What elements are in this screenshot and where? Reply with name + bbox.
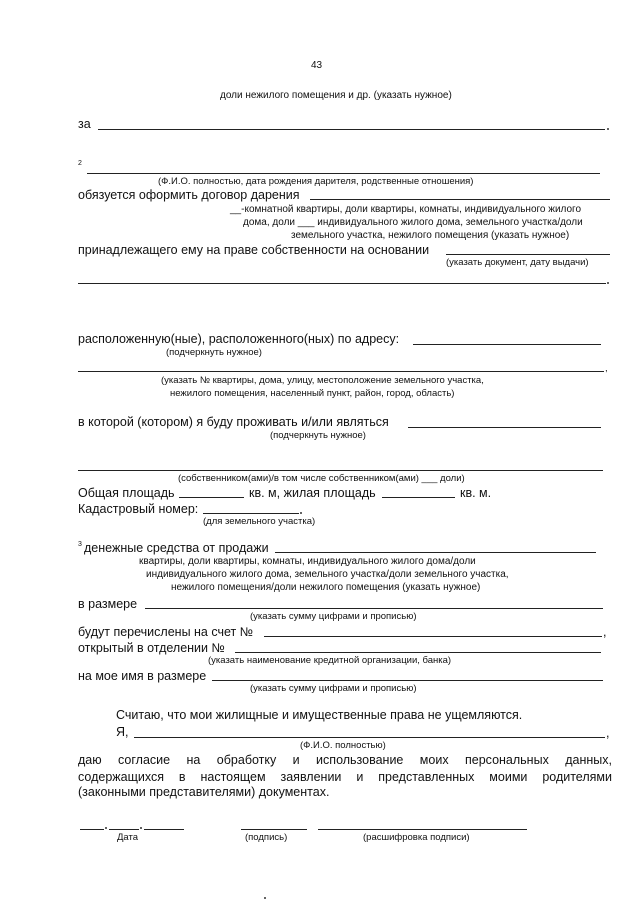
ownership-text: принадлежащего ему на праве собственности на основании	[78, 243, 430, 257]
consent-line-3: (законными представителями) документах.	[78, 785, 330, 799]
address-field-line-2	[78, 371, 604, 372]
residence-field-line	[408, 427, 601, 428]
opened-text: открытый в отделении №	[78, 641, 225, 655]
za-label: за	[78, 117, 91, 131]
area-unit-1: кв. м, жилая площадь	[249, 486, 376, 500]
top-line: доли нежилого помещения и др. (указать нужное)	[220, 90, 452, 101]
area-unit-2: кв. м.	[460, 486, 492, 500]
in-amount-field-line	[145, 608, 603, 609]
hint-fio-full: (Ф.И.О. полностью)	[300, 740, 386, 751]
transfer-text: будут перечислены на счет №	[78, 625, 254, 639]
address-comma: ,	[605, 363, 608, 374]
money-field-line	[275, 552, 596, 553]
za-field-line	[98, 129, 605, 130]
rights-statement: Считаю, что мои жилищные и имущественные права не ущемляются.	[116, 708, 523, 722]
fio-comma: ,	[606, 726, 610, 740]
date-label: Дата	[117, 832, 139, 843]
hint-bank: (указать наименование кредитной организации, банка)	[208, 655, 452, 666]
located-text: расположенную(ные), расположенного(ных) по адресу:	[78, 332, 400, 346]
signature-line	[241, 829, 307, 830]
ownership-field-line	[446, 254, 610, 255]
footnote-2-marker: 2	[78, 160, 82, 167]
hint-document: (указать документ, дату выдачи)	[446, 257, 589, 268]
area-total-label: Общая площадь	[78, 486, 175, 500]
area-total-line	[179, 497, 244, 498]
cadastral-field-line	[203, 513, 299, 514]
signature-decode-label: (расшифровка подписи)	[363, 832, 470, 843]
date-day-line	[80, 829, 104, 830]
hint-fio-donor: (Ф.И.О. полностью, дата рождения дарителя, родственные отношения)	[158, 176, 474, 187]
footnote-3-marker: 3	[78, 541, 82, 548]
hint-land: (для земельного участка)	[203, 516, 316, 527]
hint-address-line-1: (указать № квартиры, дома, улицу, местоположение земельного участка,	[161, 375, 484, 386]
property-line-2: дома, доли ___ индивидуального жилого дома, земельного участка/доли	[243, 217, 583, 228]
money-hint-2: индивидуального жилого дома, земельного участка/доли земельного участка,	[146, 569, 509, 580]
obligation-field-line	[310, 199, 610, 200]
money-hint-1: квартиры, доли квартиры, комнаты, индивидуального жилого дома/доли	[139, 556, 476, 567]
money-text: денежные средства от продажи	[84, 541, 269, 555]
residence-text: в которой (котором) я буду проживать и/или являться	[78, 415, 389, 429]
area-living-line	[382, 497, 455, 498]
document-field-line	[78, 283, 606, 284]
owners-field-line	[78, 470, 603, 471]
hint-sum-1: (указать сумму цифрами и прописью)	[250, 611, 417, 622]
bottom-dot	[264, 897, 266, 899]
cadastral-period	[300, 512, 302, 514]
signature-label: (подпись)	[245, 832, 288, 843]
fio-field-line	[134, 737, 605, 738]
property-line-1: __-комнатной квартиры, доли квартиры, комнаты, индивидуального жилого	[230, 204, 582, 215]
date-year-line	[144, 829, 184, 830]
in-amount-label: в размере	[78, 597, 138, 611]
hint-underline-2: (подчеркнуть нужное)	[270, 430, 366, 441]
consent-line-1: даю согласие на обработку и использование моих персональных данных,	[78, 753, 612, 767]
document-period	[607, 282, 609, 284]
i-label: Я,	[116, 725, 129, 739]
cadastral-label: Кадастровый номер:	[78, 502, 199, 516]
address-field-line	[413, 344, 601, 345]
account-field-line	[264, 636, 602, 637]
obligation-text: обязуется оформить договор дарения	[78, 188, 300, 202]
account-comma: ,	[603, 625, 607, 639]
consent-line-2: содержащихся в настоящем заявлении и представленных моими родителями	[78, 770, 612, 784]
my-amount-field-line	[212, 680, 603, 681]
branch-field-line	[235, 652, 601, 653]
hint-owners: (собственником(ами)/в том числе собственником(ами) ___ доли)	[178, 473, 465, 484]
page-number: 43	[311, 60, 323, 71]
property-line-3: земельного участка, нежилого помещения (указать нужное)	[291, 230, 570, 241]
date-month-line	[109, 829, 139, 830]
my-name-amount-text: на мое имя в размере	[78, 669, 207, 683]
hint-address-line-2: нежилого помещения, населенный пункт, район, город, область)	[170, 388, 455, 399]
date-dot-1	[105, 827, 107, 829]
za-period	[607, 128, 609, 130]
hint-underline-1: (подчеркнуть нужное)	[166, 347, 262, 358]
date-dot-2	[140, 827, 142, 829]
hint-sum-2: (указать сумму цифрами и прописью)	[250, 683, 417, 694]
donor-field-line	[87, 173, 600, 174]
signature-decode-line	[318, 829, 527, 830]
money-hint-3: нежилого помещения/доли нежилого помещения (указать нужное)	[171, 582, 481, 593]
